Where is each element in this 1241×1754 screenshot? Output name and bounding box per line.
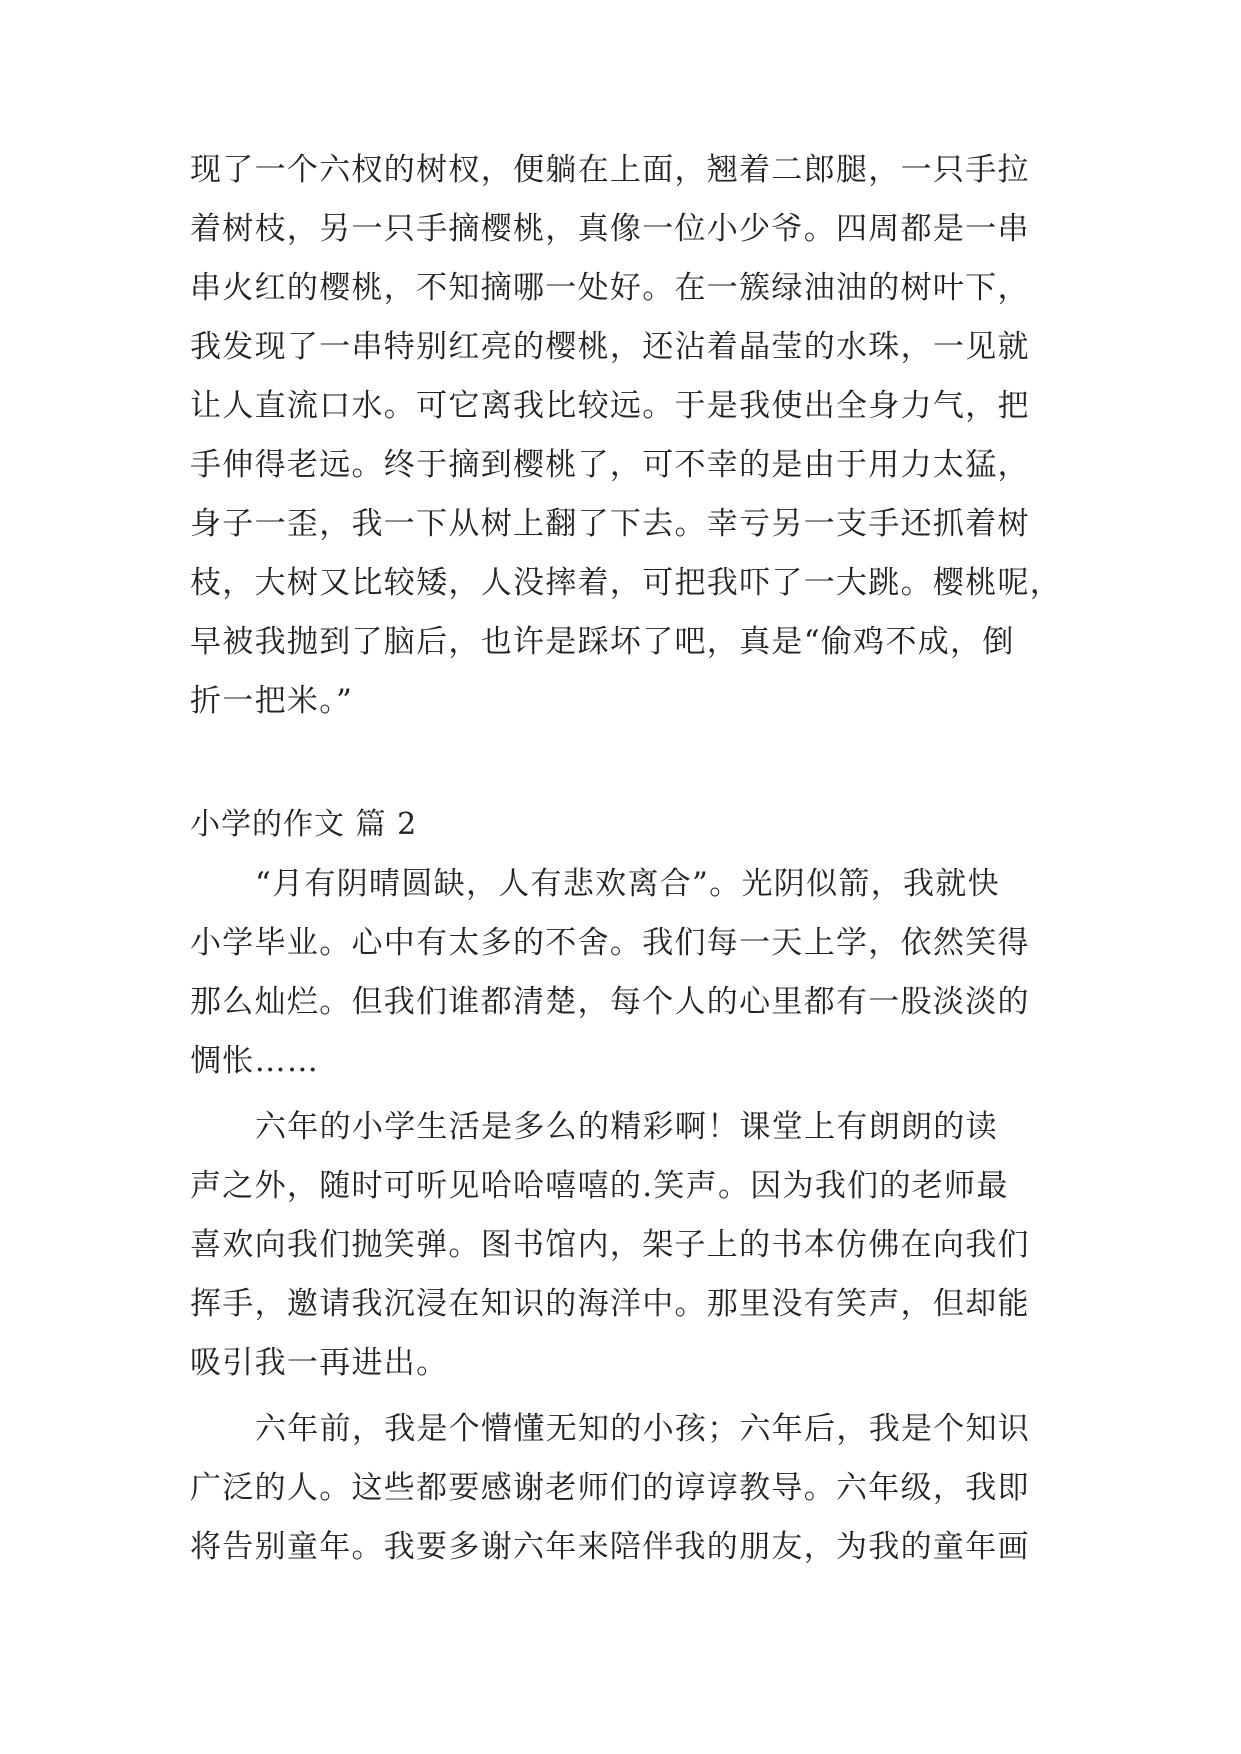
text-line: 小学毕业。心中有太多的不舍。我们每一天上学，依然笑得 [190,925,1030,961]
text-line: 那么灿烂。但我们谁都清楚，每个人的心里都有一股淡淡的 [190,984,1030,1020]
text-line: 六年的小学生活是多么的精彩啊！课堂上有朗朗的读 [255,1109,998,1145]
text-line: “月有阴晴圆缺，人有悲欢离合”。光阴似箭，我就快 [255,866,1000,902]
text-line: 六年前，我是个懵懂无知的小孩；六年后，我是个知识 [255,1411,1031,1447]
text-line: 着树枝，另一只手摘樱桃，真像一位小少爷。四周都是一串 [190,211,1030,247]
text-line: 将告别童年。我要多谢六年来陪伴我的朋友，为我的童年画 [190,1529,1030,1565]
text-line: 广泛的人。这些都要感谢老师们的谆谆教导。六年级，我即 [190,1470,1030,1506]
text-line: 声之外，随时可听见哈哈嘻嘻的.笑声。因为我们的老师最 [190,1168,1009,1204]
text-line: 折一把米。” [190,683,354,719]
text-line: 喜欢向我们抛笑弹。图书馆内，架子上的书本仿佛在向我们 [190,1227,1030,1263]
text-line: 串火红的樱桃，不知摘哪一处好。在一簇绿油油的树叶下， [190,270,1030,306]
text-line: 早被我抛到了脑后，也许是踩坏了吧，真是“偷鸡不成，倒 [190,624,1015,660]
text-line: 身子一歪，我一下从树上翻了下去。幸亏另一支手还抓着树 [190,506,1030,542]
text-line: 枝，大树又比较矮，人没摔着，可把我吓了一大跳。樱桃呢， [190,565,1063,601]
text-line: 挥手，邀请我沉浸在知识的海洋中。那里没有笑声，但却能 [190,1286,1030,1322]
text-line: 惆怅…… [190,1043,320,1079]
text-line: 我发现了一串特别红亮的樱桃，还沾着晶莹的水珠，一见就 [190,329,1030,365]
text-line: 手伸得老远。终于摘到樱桃了，可不幸的是由于用力太猛， [190,447,1030,483]
text-line: 现了一个六杈的树杈，便躺在上面，翘着二郎腿，一只手拉 [190,152,1030,188]
text-line: 吸引我一再进出。 [190,1345,449,1381]
text-line: 让人直流口水。可它离我比较远。于是我使出全身力气，把 [190,388,1030,424]
section-heading: 小学的作文 篇 2 [190,807,418,842]
